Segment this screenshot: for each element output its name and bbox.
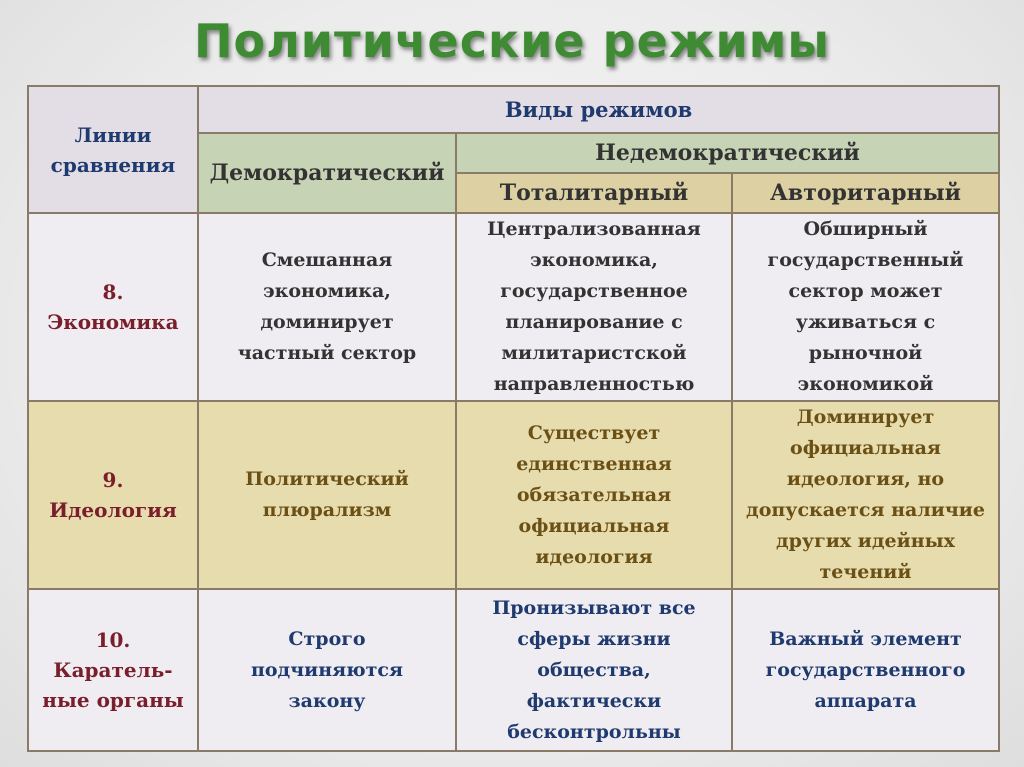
comparison-table xyxy=(27,85,1000,752)
authoritarian-label: Авторитарный xyxy=(770,180,961,206)
cell-totalitarian-ideology: Существует единственная обязательная официальная идеология xyxy=(456,401,732,589)
row-number: 8. xyxy=(102,280,124,304)
row-label: Идеология xyxy=(49,498,177,522)
table-row-ideology xyxy=(28,401,999,589)
totalitarian-header xyxy=(456,173,732,213)
regime-types-label: Виды режимов xyxy=(504,97,693,122)
cell-democratic-economy: Смешанная экономика, доминирует частный сектор xyxy=(198,213,456,401)
nondemocratic-label: Недемократический xyxy=(595,140,860,166)
page-title: Политические режимы xyxy=(194,14,830,68)
row-label-ideology xyxy=(28,401,198,589)
comparison-lines-label: Линии сравнения xyxy=(50,122,176,177)
democratic-label: Демократический xyxy=(209,160,445,186)
row-number: 9. xyxy=(102,468,124,492)
authoritarian-header xyxy=(732,173,999,213)
regime-types-header xyxy=(198,86,999,133)
table-row-punitive xyxy=(28,589,999,751)
row-label-punitive xyxy=(28,589,198,751)
cell-totalitarian-economy: Централизованная экономика, государственное планирование с милитаристской направленностью xyxy=(456,213,732,401)
corner-label-cell xyxy=(28,86,198,213)
nondemocratic-header xyxy=(456,133,999,173)
totalitarian-label: Тоталитарный xyxy=(499,180,689,206)
cell-democratic-ideology: Политический плюрализм xyxy=(198,401,456,589)
row-label: Экономика xyxy=(47,310,179,334)
cell-democratic-punitive: Строго подчиняются закону xyxy=(198,589,456,751)
row-label: Каратель-ные органы xyxy=(42,658,184,712)
row-number: 10. xyxy=(95,628,131,652)
cell-authoritarian-economy: Обширный государственный сектор может уживаться с рыночной экономикой xyxy=(732,213,999,401)
democratic-header xyxy=(198,133,456,213)
cell-authoritarian-punitive: Важный элемент государственного аппарата xyxy=(732,589,999,751)
row-label-economy xyxy=(28,213,198,401)
cell-totalitarian-punitive: Пронизывают все сферы жизни общества, фактически бесконтрольны xyxy=(456,589,732,751)
table-row-economy xyxy=(28,213,999,401)
cell-authoritarian-ideology: Доминирует официальная идеология, но допускается наличие других идейных течений xyxy=(732,401,999,589)
